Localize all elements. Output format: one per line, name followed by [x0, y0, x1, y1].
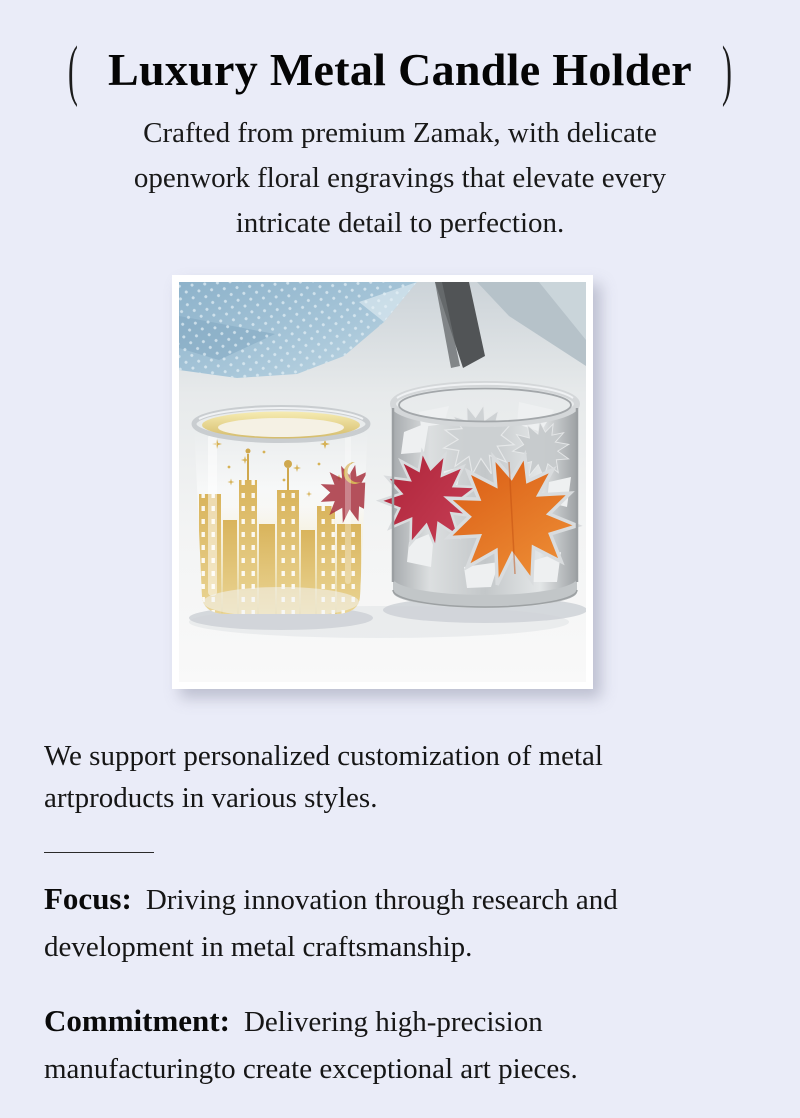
commitment-line: manufacturingto create exceptional art pieces.: [44, 1053, 578, 1086]
commitment-label: Commitment:: [44, 1003, 230, 1039]
title-bracket-right: ): [722, 32, 732, 108]
focus-line: Focus: Driving innovation through research and: [44, 881, 618, 917]
commitment-line: Commitment: Delivering high-precision: [44, 1003, 543, 1039]
subtitle-line: openwork floral engravings that elevate every: [133, 162, 667, 195]
intro-line: We support personalized customization of metal: [44, 740, 603, 773]
focus-label: Focus:: [44, 881, 132, 917]
subtitle-line: Crafted from premium Zamak, with delicate: [143, 117, 657, 150]
focus-paragraph: [44, 875, 750, 971]
intro-paragraph: [44, 735, 740, 819]
title-bracket-left: (: [68, 32, 78, 108]
glass-candle-holder: [194, 408, 384, 618]
intro-line: artproducts in various styles.: [44, 782, 378, 815]
subtitle-line: intricate detail to perfection.: [235, 207, 565, 240]
divider-line: [44, 852, 154, 853]
focus-line: development in metal craftsmanship.: [44, 931, 473, 964]
commitment-paragraph: [44, 997, 750, 1093]
subtitle: [0, 111, 800, 246]
title-row: [0, 32, 800, 108]
metal-leaf-sleeve: [374, 384, 586, 608]
product-photo-frame: [172, 275, 593, 689]
product-photo: [179, 282, 586, 682]
page-title: Luxury Metal Candle Holder: [107, 44, 693, 95]
